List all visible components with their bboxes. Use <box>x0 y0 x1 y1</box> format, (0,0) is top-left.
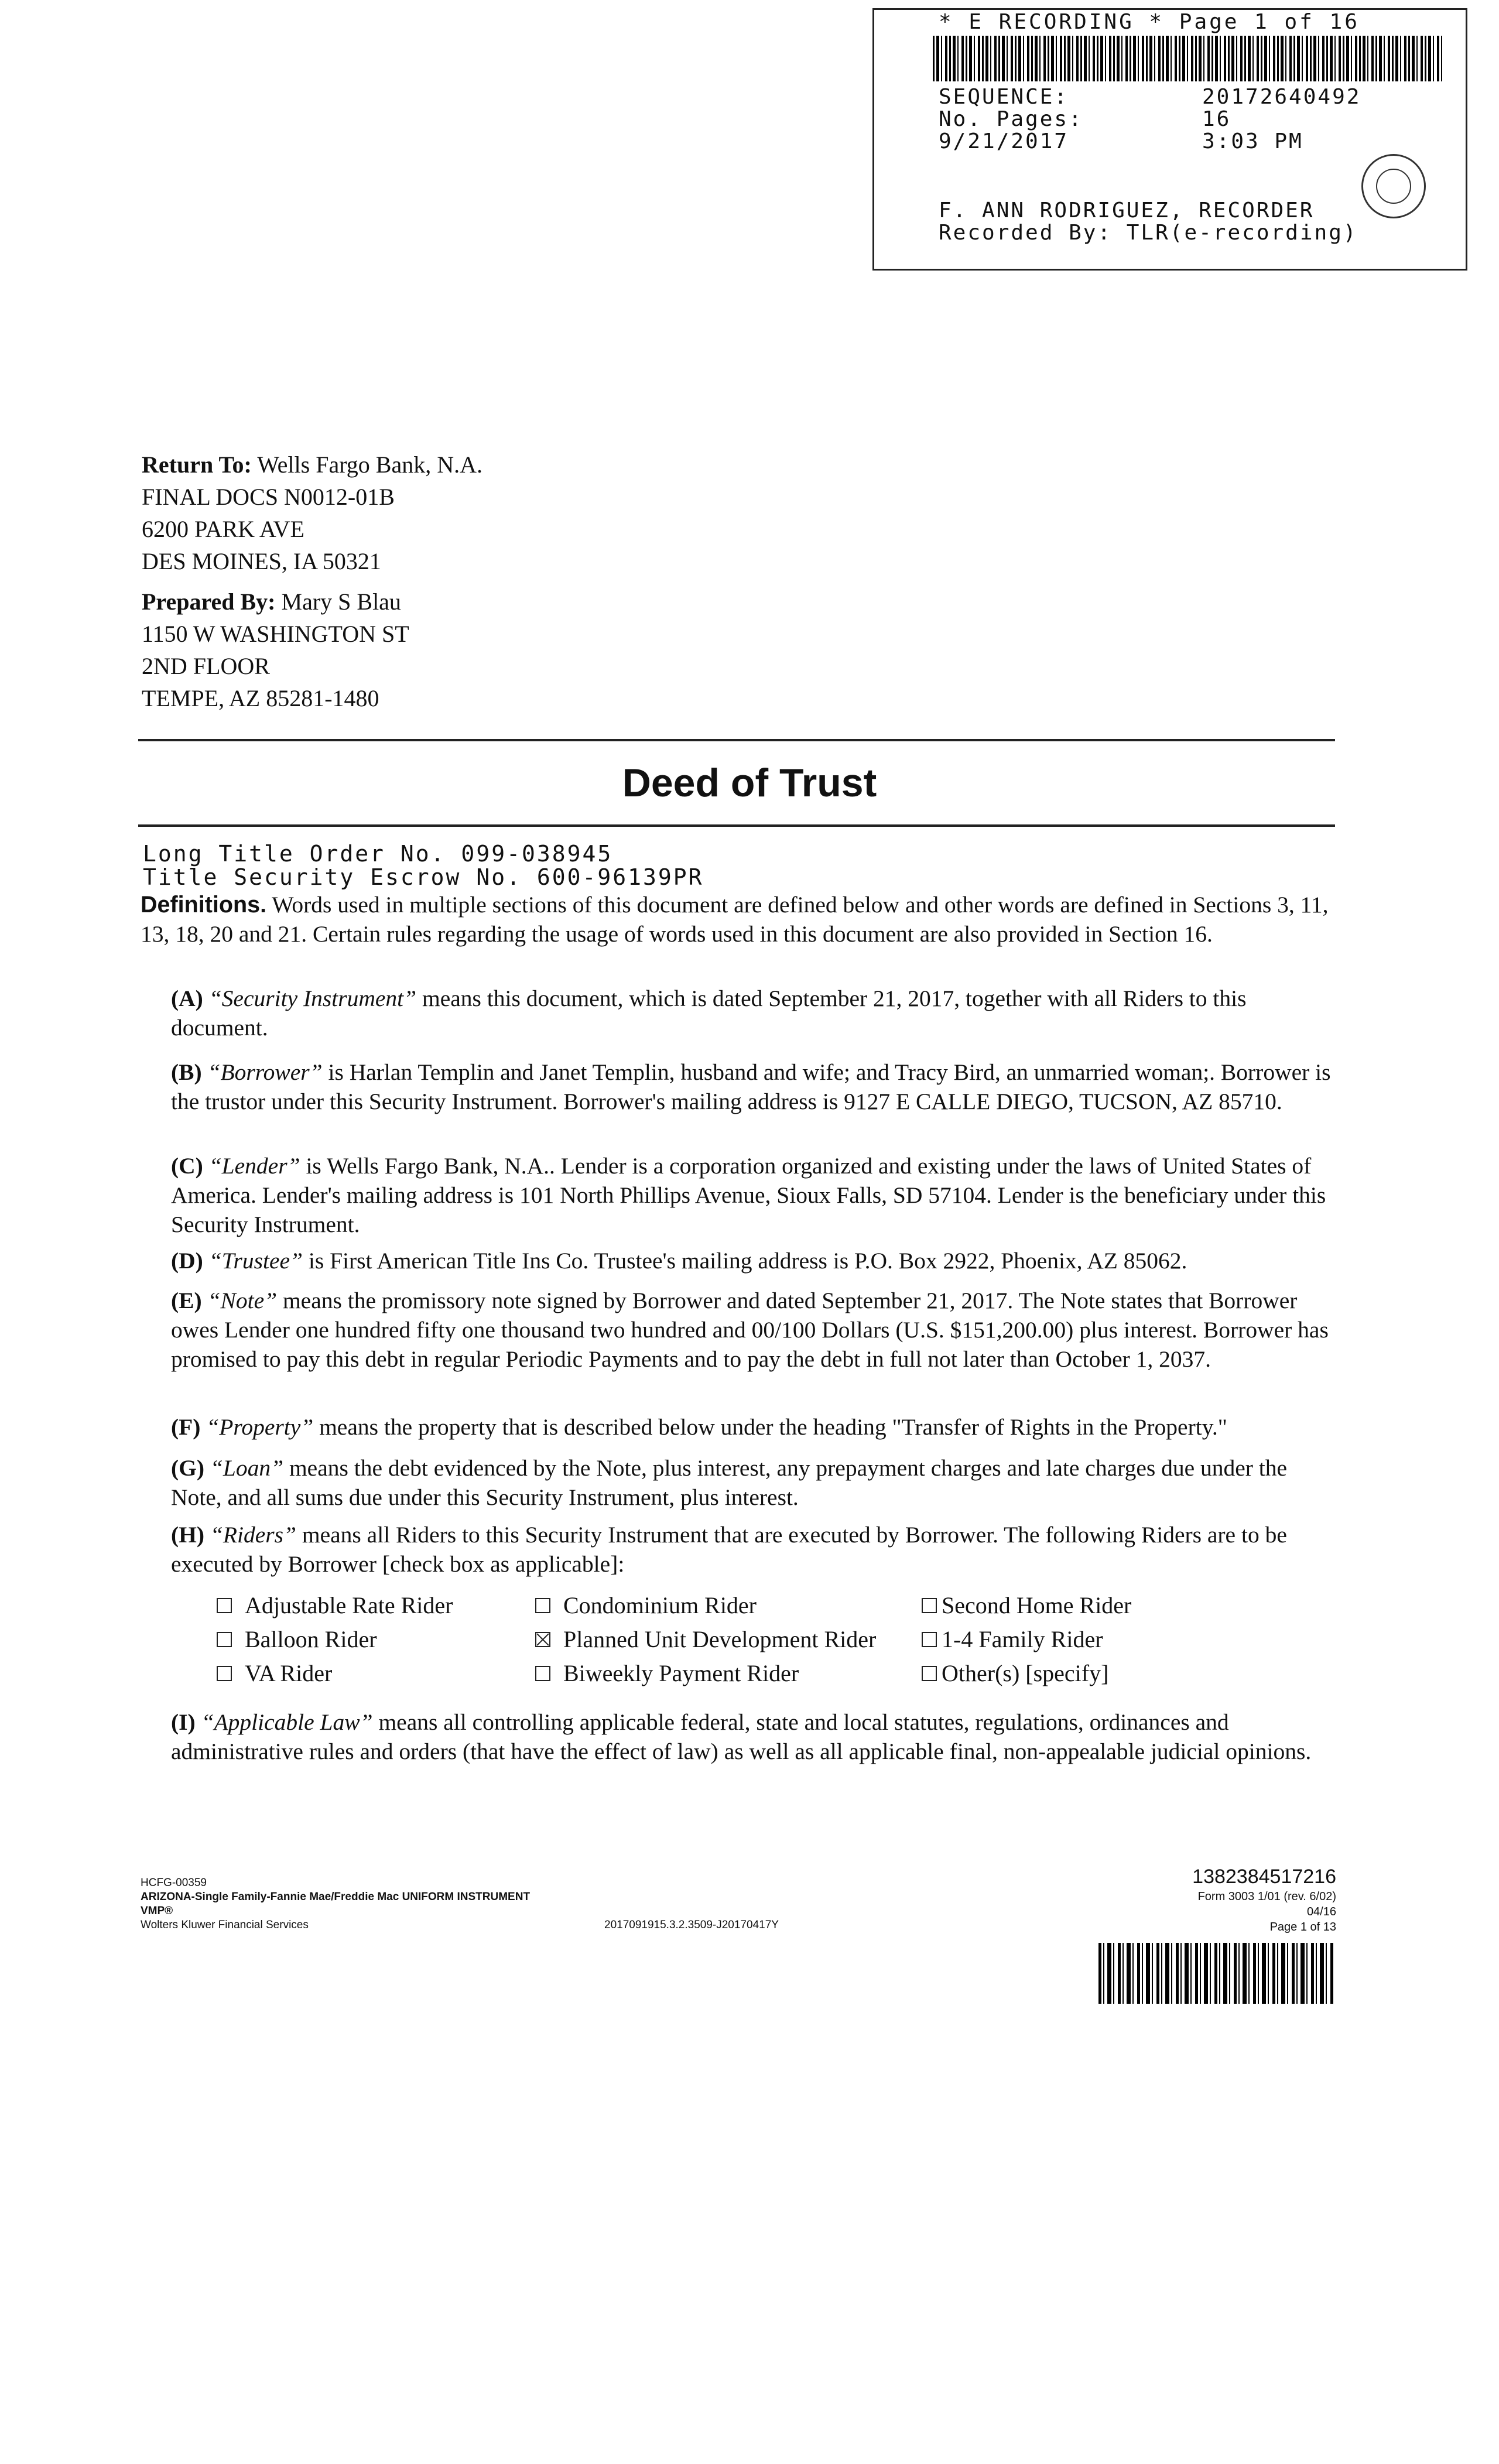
rider-checkbox-checked[interactable] <box>535 1632 550 1647</box>
definition-term: “Borrower” <box>207 1059 323 1085</box>
recorder-name: F. ANN RODRIGUEZ, RECORDER <box>939 199 1315 223</box>
county-seal-icon <box>1361 154 1426 218</box>
pages-label: No. Pages: <box>939 107 1083 131</box>
rider-checkbox[interactable] <box>217 1598 232 1613</box>
definition-letter: (I) <box>171 1709 196 1735</box>
rider-second-home[interactable] <box>922 1592 1131 1619</box>
form-number: Form 3003 1/01 (rev. 6/02) <box>1197 1890 1336 1903</box>
return-to-line: DES MOINES, IA 50321 <box>142 548 381 574</box>
rider-label: Planned Unit Development Rider <box>563 1626 877 1652</box>
form-revision: 04/16 <box>1306 1905 1336 1918</box>
recording-barcode <box>933 36 1442 81</box>
prepared-by-line: TEMPE, AZ 85281-1480 <box>142 685 379 711</box>
recording-time: 3:03 PM <box>1202 129 1303 153</box>
definition-term: “Applicable Law” <box>201 1709 373 1735</box>
return-to-line: 6200 PARK AVE <box>142 516 304 542</box>
definition-term: “Loan” <box>210 1455 284 1481</box>
definition-term: “Security Instrument” <box>208 985 417 1011</box>
definition-i <box>171 1707 1342 1766</box>
loan-number: 1382384517216 <box>1192 1866 1336 1888</box>
definition-term: “Riders” <box>210 1522 296 1548</box>
definition-text: means all controlling applicable federal, state and local statutes, regulations, ordinances and administrative rules and orders (that have the effect of law) as well as all applicable final, non-appealable judicial opinions. <box>171 1709 1312 1764</box>
definition-term: “Note” <box>207 1288 278 1313</box>
definition-e <box>171 1286 1342 1374</box>
publisher: Wolters Kluwer Financial Services <box>141 1919 309 1931</box>
rider-checkbox[interactable] <box>217 1666 232 1681</box>
definition-letter: (H) <box>171 1522 205 1548</box>
definition-text: is First American Title Ins Co. Trustee's mailing address is P.O. Box 2922, Phoenix, AZ 85062. <box>302 1248 1187 1274</box>
definition-text: means all Riders to this Security Instrument that are executed by Borrower. The following Riders are to be executed by Borrower [check box as applicable]: <box>171 1522 1287 1577</box>
recording-stamp <box>872 8 1467 271</box>
definition-b <box>171 1058 1342 1116</box>
rider-condominium[interactable] <box>535 1592 757 1619</box>
title-rule-bottom <box>138 824 1335 827</box>
title-rule-top <box>138 739 1335 741</box>
rider-checkbox[interactable] <box>922 1666 937 1681</box>
definition-letter: (D) <box>171 1248 203 1274</box>
sequence-value: 20172640492 <box>1202 85 1361 109</box>
rider-label: Condominium Rider <box>563 1592 757 1618</box>
sequence-label: SEQUENCE: <box>939 85 1069 109</box>
definition-text: means the property that is described below under the heading "Transfer of Rights in the Property." <box>313 1414 1227 1440</box>
rider-label: Adjustable Rate Rider <box>245 1592 453 1618</box>
definition-letter: (G) <box>171 1455 205 1481</box>
rider-label: Other(s) [specify] <box>942 1660 1109 1686</box>
rider-planned-unit-development[interactable] <box>535 1625 876 1653</box>
definition-text: is Harlan Templin and Janet Templin, husband and wife; and Tracy Bird, an unmarried woman;. Borrower is the trustor under this Security Instrument. Borrower's mailing address is 9127 E CALLE DIEGO, TUCSON, AZ 85710. <box>171 1059 1331 1114</box>
rider-checkbox[interactable] <box>922 1632 937 1647</box>
definition-c <box>171 1151 1342 1239</box>
definition-text: means the promissory note signed by Borrower and dated September 21, 2017. The Note states that Borrower owes Lender one hundred fifty one thousand two hundred and 00/100 Dollars (U.S. $151,200.00) plus interest. Borrower has promised to pay this debt in regular Periodic Payments and to pay the debt in full not later than October 1, 2037. <box>171 1288 1329 1372</box>
recording-date: 9/21/2017 <box>939 129 1069 153</box>
page-number: Page 1 of 13 <box>1269 1921 1336 1933</box>
form-name: ARIZONA-Single Family-Fannie Mae/Freddie Mac UNIFORM INSTRUMENT <box>141 1891 531 1903</box>
definition-letter: (C) <box>171 1153 203 1179</box>
rider-others[interactable] <box>922 1659 1108 1687</box>
definitions-text: Words used in multiple sections of this document are defined below and other words are defined in Sections 3, 11, 13, 18, 20 and 21. Certain rules regarding the usage of words used in this document are also provided in Section 16. <box>141 892 1329 947</box>
prepared-by-line: 2ND FLOOR <box>142 653 270 679</box>
return-to-line: FINAL DOCS N0012-01B <box>142 484 395 510</box>
prepared-by-name: Mary S Blau <box>281 588 401 615</box>
definition-g <box>171 1453 1342 1512</box>
definition-letter: (F) <box>171 1414 201 1440</box>
escrow-line: Title Security Escrow No. 600-96139PR <box>143 864 704 890</box>
rider-label: Second Home Rider <box>942 1592 1132 1618</box>
definition-letter: (A) <box>171 985 203 1011</box>
title-order-line: Long Title Order No. 099-038945 <box>143 841 613 867</box>
prepared-by-line: 1150 W WASHINGTON ST <box>142 621 409 647</box>
recorded-by: Recorded By: TLR(e-recording) <box>939 221 1358 245</box>
rider-label: Biweekly Payment Rider <box>563 1660 799 1686</box>
definition-text: means this document, which is dated September 21, 2017, together with all Riders to this document. <box>171 985 1247 1041</box>
vmp-mark: VMP® <box>141 1905 173 1917</box>
recording-header: * E RECORDING * Page 1 of 16 <box>939 10 1360 34</box>
definitions-paragraph <box>141 890 1341 949</box>
return-to-block <box>142 449 482 577</box>
definition-d <box>171 1246 1342 1275</box>
prepared-by-block <box>142 586 409 714</box>
definition-term: “Property” <box>206 1414 314 1440</box>
return-to-name: Wells Fargo Bank, N.A. <box>257 451 482 478</box>
definitions-heading: Definitions. <box>141 892 267 918</box>
definition-term: “Lender” <box>208 1153 300 1179</box>
rider-1-4-family[interactable] <box>922 1625 1103 1653</box>
definition-letter: (B) <box>171 1059 202 1085</box>
rider-adjustable-rate[interactable] <box>217 1592 453 1619</box>
document-barcode <box>1098 1943 1335 2004</box>
rider-checkbox[interactable] <box>535 1598 550 1613</box>
pages-value: 16 <box>1202 107 1231 131</box>
definition-a <box>171 984 1342 1042</box>
definition-text: means the debt evidenced by the Note, plus interest, any prepayment charges and late charges due under the Note, and all sums due under this Security Instrument, plus interest. <box>171 1455 1288 1510</box>
definition-letter: (E) <box>171 1288 202 1313</box>
return-to-label: Return To: <box>142 451 252 478</box>
document-title: Deed of Trust <box>622 761 877 805</box>
definition-h <box>171 1520 1342 1579</box>
rider-checkbox[interactable] <box>535 1666 550 1681</box>
footer-left <box>141 1876 530 1932</box>
prepared-by-label: Prepared By: <box>142 588 276 615</box>
rider-checkbox[interactable] <box>922 1598 937 1613</box>
rider-label: VA Rider <box>245 1660 333 1686</box>
rider-biweekly-payment[interactable] <box>535 1659 799 1687</box>
definition-f <box>171 1412 1342 1442</box>
rider-label: 1-4 Family Rider <box>942 1626 1103 1652</box>
rider-balloon[interactable] <box>217 1625 377 1653</box>
definition-term: “Trustee” <box>208 1248 303 1274</box>
rider-checkbox[interactable] <box>217 1632 232 1647</box>
definition-text: is Wells Fargo Bank, N.A.. Lender is a corporation organized and existing under the laws of United States of America. Lender's mailing address is 101 North Phillips Avenue, Sioux Falls, SD 57104. Lender is the beneficiary under this Security Instrument. <box>171 1153 1326 1237</box>
rider-label: Balloon Rider <box>245 1626 377 1652</box>
document-id: 2017091915.3.2.3509-J20170417Y <box>604 1919 779 1931</box>
form-code: HCFG-00359 <box>141 1877 207 1889</box>
rider-va[interactable] <box>217 1659 332 1687</box>
